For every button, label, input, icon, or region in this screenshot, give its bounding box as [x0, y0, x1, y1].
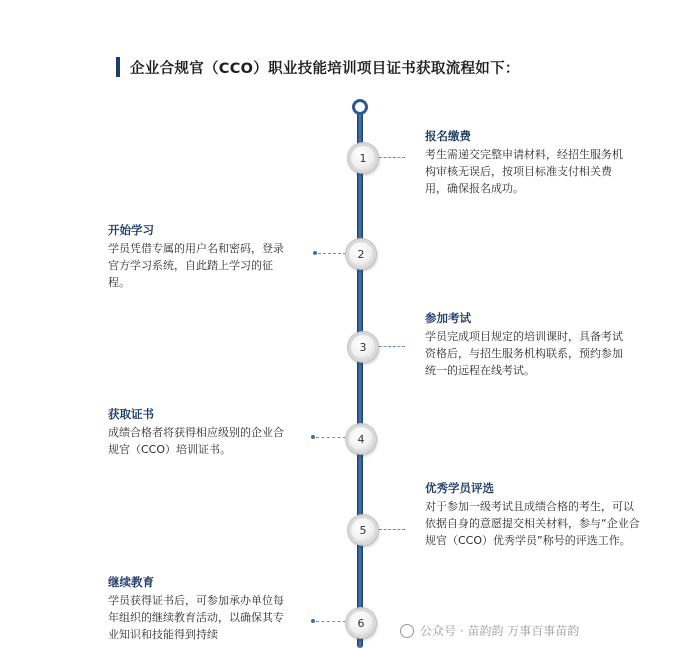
- connector-2: [318, 253, 346, 254]
- step-node-1: [348, 143, 378, 173]
- connector-dot-6: [311, 619, 315, 623]
- page-header: [116, 56, 520, 78]
- watermark-text: 公众号 · 苗韵韵 万事百事苗韵: [420, 624, 580, 638]
- step-number: 4: [357, 432, 365, 446]
- step-node-6: [346, 608, 376, 638]
- step-title: 参加考试: [425, 311, 471, 325]
- connector-6: [316, 621, 346, 622]
- timeline-line: [357, 108, 363, 648]
- step-description: 学员获得证书后，可参加承办单位每年组织的继续教育活动，以确保其专业知识和技能得到持续: [108, 594, 284, 641]
- step-title: 报名缴费: [425, 129, 471, 143]
- step-2: [108, 222, 290, 291]
- step-number: 2: [357, 247, 365, 261]
- step-description: 学员凭借专属的用户名和密码，登录官方学习系统，自此踏上学习的征程。: [108, 242, 284, 289]
- step-title: 获取证书: [108, 407, 154, 421]
- step-number: 1: [359, 151, 367, 165]
- timeline-start-cap: [352, 99, 368, 115]
- step-6: [108, 574, 290, 641]
- connector-3: [379, 346, 405, 347]
- connector-4: [316, 437, 346, 438]
- connector-5: [379, 529, 405, 530]
- step-description: 成绩合格者将获得相应级别的企业合规官（CCO）培训证书。: [108, 426, 284, 456]
- step-number: 5: [359, 523, 367, 537]
- connector-dot-4: [311, 435, 315, 439]
- header-accent-bar: [116, 57, 120, 77]
- step-node-4: [346, 424, 376, 454]
- step-4: [108, 406, 290, 458]
- step-title: 开始学习: [108, 223, 154, 237]
- step-number: 3: [359, 340, 367, 354]
- step-node-3: [348, 332, 378, 362]
- step-description: 考生需递交完整申请材料，经招生服务机构审核无误后，按项目标准支付相关费用，确保报名成功。: [425, 148, 623, 195]
- connector-1: [379, 157, 405, 158]
- step-3: [425, 310, 630, 379]
- connector-dot-2: [313, 251, 317, 255]
- step-node-5: [348, 515, 378, 545]
- watermark: [400, 622, 579, 639]
- wechat-icon: [400, 624, 414, 638]
- step-description: 对于参加一级考试且成绩合格的考生，可以依据自身的意愿提交相关材料，参与“企业合规官（CCO）优秀学员”称号的评选工作。: [425, 500, 640, 547]
- step-1: [425, 128, 630, 197]
- step-title: 继续教育: [108, 575, 154, 589]
- step-5: [425, 480, 640, 549]
- step-number: 6: [357, 616, 365, 630]
- step-title: 优秀学员评选: [425, 481, 494, 495]
- page-title: 企业合规官（CCO）职业技能培训项目证书获取流程如下：: [130, 60, 520, 77]
- step-description: 学员完成项目规定的培训课时，具备考试资格后，与招生服务机构联系，预约参加统一的远程在线考试。: [425, 330, 623, 377]
- step-node-2: [346, 239, 376, 269]
